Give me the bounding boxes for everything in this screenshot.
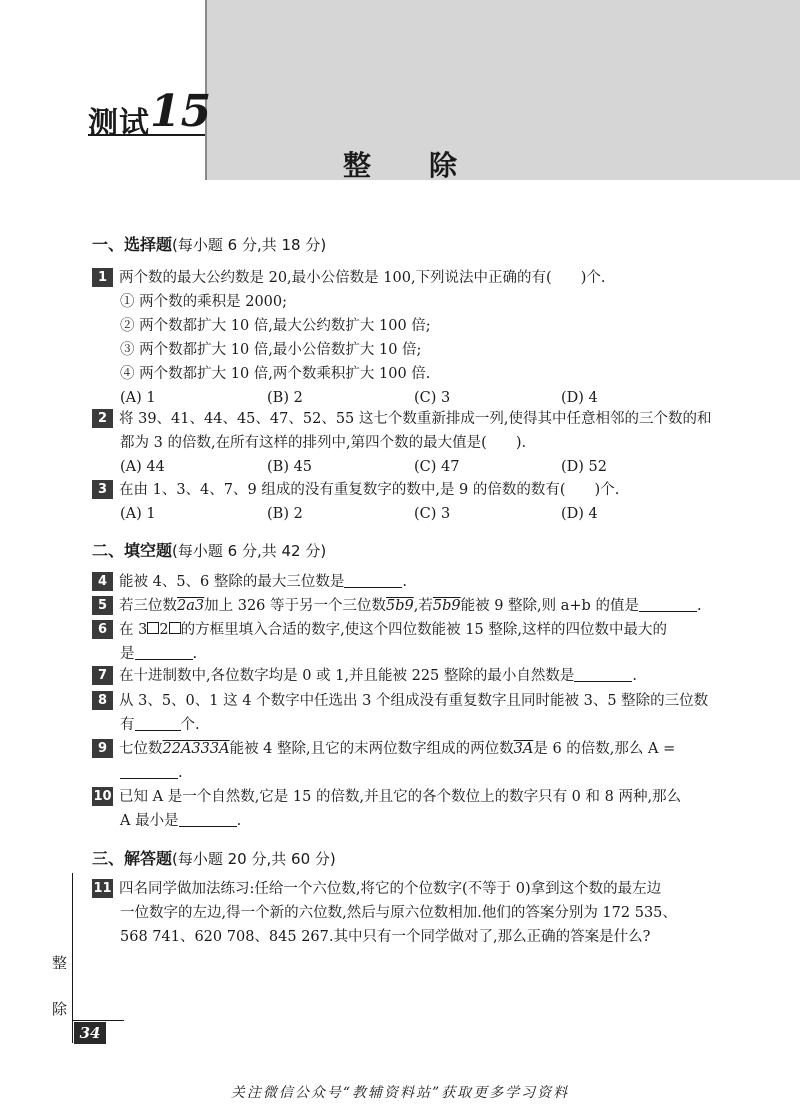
- question-number: 6: [92, 620, 113, 639]
- question-stem: 在由 1、3、4、7、9 组成的没有重复数字的数中,是 9 的倍数的数有( )个.: [119, 482, 620, 498]
- option-a[interactable]: (A) 1: [120, 506, 156, 522]
- section-note: (每小题 20 分,共 60 分): [172, 850, 336, 868]
- punctuation: .: [632, 668, 637, 684]
- question-stem-cont: 一位数字的左边,得一个新的六位数,然后与原六位数相加.他们的答案分别为 172 535、: [120, 905, 677, 921]
- punctuation: .: [178, 765, 183, 781]
- answer-blank[interactable]: [135, 645, 193, 660]
- page-number-rule: [72, 1020, 124, 1021]
- option-c[interactable]: (C) 3: [414, 506, 451, 522]
- page-number: 34: [74, 1022, 106, 1044]
- question-stem: 在 3: [119, 622, 148, 638]
- page-title: 整除: [343, 149, 516, 182]
- punctuation: .: [192, 646, 198, 662]
- punctuation: .: [402, 574, 408, 590]
- question-stem-cont: 个.: [180, 717, 200, 733]
- question-stem: 在十进制数中,各位数字均是 0 或 1,并且能被 225 整除的最小自然数是: [119, 668, 575, 684]
- question-stem: 从 3、5、0、1 这 4 个数字中任选出 3 个组成没有重复数字且同时能被 3、5 整除的三位数: [119, 693, 709, 709]
- math-number: 3A: [513, 741, 534, 757]
- math-number: 2a3: [177, 598, 205, 614]
- question-3: [92, 478, 732, 526]
- section-note: (每小题 6 分,共 18 分): [172, 236, 327, 254]
- question-stem: 能被 4 整除,且它的末两位数字组成的两位数: [229, 741, 514, 757]
- answer-blank[interactable]: [135, 716, 181, 731]
- question-stem-cont: 都为 3 的倍数,在所有这样的排列中,第四个数的最大值是( ).: [120, 435, 527, 451]
- question-number: 10: [93, 789, 112, 804]
- option-a[interactable]: (A) 1: [120, 390, 156, 406]
- question-11: [92, 877, 732, 949]
- option-b[interactable]: (B) 2: [267, 390, 303, 406]
- punctuation: .: [236, 813, 242, 829]
- question-7: [92, 664, 732, 688]
- answer-blank[interactable]: [639, 597, 697, 612]
- question-stem: 的方框里填入合适的数字,使这个四位数能被 15 整除,这样的四位数中最大的: [180, 622, 667, 638]
- question-number: 4: [92, 572, 113, 591]
- option-d[interactable]: (D) 4: [561, 506, 598, 522]
- question-number: 5: [92, 596, 113, 615]
- question-stem: 若三位数: [119, 598, 177, 614]
- question-stem: 四名同学做加法练习:任给一个六位数,将它的个位数字(不等于 0)拿到这个数的最左边: [119, 881, 662, 897]
- section-title: 一、选择题: [92, 235, 173, 254]
- math-number: 5b9: [432, 598, 461, 614]
- question-stem: ,若: [413, 598, 433, 614]
- question-number: 1: [92, 268, 113, 287]
- question-stem-cont: 568 741、620 708、845 267.其中只有一个同学做对了,那么正确的答案是什么?: [120, 929, 651, 945]
- answer-options: [92, 502, 732, 526]
- question-number: 2: [92, 409, 113, 428]
- test-label: 测试: [88, 106, 150, 141]
- answer-blank[interactable]: [120, 764, 178, 779]
- question-stem: 能被 4、5、6 整除的最大三位数是: [119, 574, 345, 590]
- question-5: [92, 594, 732, 618]
- math-number: 22A333A: [162, 741, 230, 757]
- margin-rule: [72, 873, 73, 1043]
- question-number: 3: [92, 480, 113, 499]
- section-title: 三、解答题: [92, 849, 173, 868]
- question-stem: 已知 A 是一个自然数,它是 15 的倍数,并且它的各个数位上的数字只有 0 和 8 两种,那么: [119, 789, 682, 805]
- option-c[interactable]: (C) 47: [414, 459, 460, 475]
- math-number: 5b9: [386, 598, 414, 614]
- question-stem: 加上 326 等于另一个三位数: [204, 598, 387, 614]
- section-solve: [92, 846, 336, 869]
- list-item: ④ 两个数都扩大 10 倍,两个数乘积扩大 100 倍.: [120, 366, 431, 382]
- punctuation: .: [696, 598, 702, 614]
- question-1: [92, 266, 732, 410]
- question-9: [92, 737, 732, 785]
- option-c[interactable]: (C) 3: [414, 390, 451, 406]
- section-note: (每小题 6 分,共 42 分): [172, 542, 327, 560]
- side-title-char: 整: [52, 954, 68, 972]
- option-d[interactable]: (D) 52: [561, 459, 607, 475]
- question-4: [92, 570, 732, 594]
- section-fill-blank: [92, 538, 326, 561]
- option-b[interactable]: (B) 45: [267, 459, 313, 475]
- question-stem: 七位数: [119, 741, 163, 757]
- question-number: 8: [92, 691, 113, 710]
- question-stem-cont: 是: [120, 646, 135, 662]
- side-title-char: 除: [52, 1000, 68, 1018]
- question-stem: 两个数的最大公约数是 20,最小公倍数是 100,下列说法中正确的有( )个.: [119, 270, 606, 286]
- answer-options: [92, 455, 732, 479]
- option-a[interactable]: (A) 44: [120, 459, 165, 475]
- blank-box[interactable]: [169, 622, 181, 634]
- answer-blank[interactable]: [179, 812, 237, 827]
- question-stem-cont: A 最小是: [120, 813, 179, 829]
- list-item: ① 两个数的乘积是 2000;: [120, 294, 288, 310]
- question-stem: 2: [159, 622, 169, 638]
- question-6: [92, 618, 732, 666]
- question-number: 7: [92, 666, 113, 685]
- question-2: [92, 407, 732, 479]
- section-choice: [92, 232, 326, 255]
- test-number: 15: [150, 86, 212, 137]
- question-stem: 将 39、41、44、45、47、52、55 这七个数重新排成一列,使得其中任意相邻的三个数的和: [119, 411, 712, 427]
- question-8: [92, 689, 732, 737]
- list-item: ③ 两个数都扩大 10 倍,最小公倍数扩大 10 倍;: [120, 342, 422, 358]
- option-d[interactable]: (D) 4: [561, 390, 598, 406]
- question-10: [92, 785, 732, 833]
- question-number: 11: [93, 881, 112, 896]
- answer-blank[interactable]: [344, 573, 402, 588]
- blank-box[interactable]: [147, 622, 159, 634]
- answer-blank[interactable]: [574, 667, 632, 682]
- option-b[interactable]: (B) 2: [267, 506, 303, 522]
- question-number: 9: [92, 739, 113, 758]
- question-stem: 能被 9 整除,则 a+b 的值是: [460, 598, 639, 614]
- list-item: ② 两个数都扩大 10 倍,最大公约数扩大 100 倍;: [120, 318, 431, 334]
- question-stem-cont: 有: [120, 717, 135, 733]
- question-stem: 是 6 的倍数,那么 A =: [533, 741, 676, 757]
- section-title: 二、填空题: [92, 541, 173, 560]
- footer-note: 关注微信公众号“教辅资料站”获取更多学习资料: [230, 1085, 570, 1101]
